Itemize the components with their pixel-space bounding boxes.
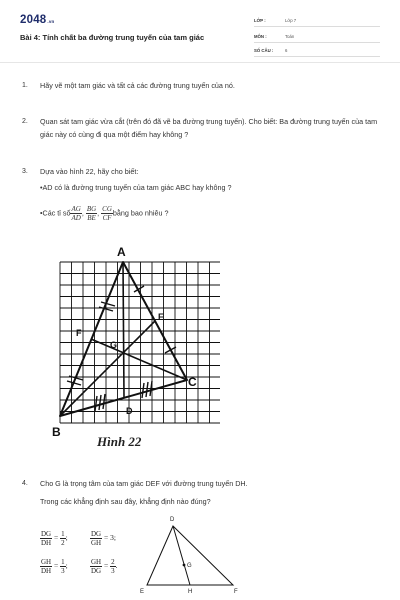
statement-1-right-den: 2 bbox=[61, 539, 65, 547]
question-3-sub2-post: bằng bao nhiêu ? bbox=[112, 208, 169, 218]
meta-count-value: 6 bbox=[285, 48, 288, 53]
label-b: B bbox=[52, 425, 61, 439]
meta-count-label: SỐ CÂU : bbox=[254, 48, 274, 53]
meta-class bbox=[254, 14, 380, 27]
meta-subject-label: MÔN : bbox=[254, 34, 267, 39]
label-e: E bbox=[158, 312, 165, 322]
meta-subject-value: Toán bbox=[285, 34, 295, 39]
def-label-h: H bbox=[188, 589, 193, 595]
statement-1-left bbox=[40, 530, 52, 547]
statement-3-tail: ; bbox=[65, 561, 68, 571]
statement-4-right-num: 2 bbox=[111, 558, 115, 566]
statement-4-tail: . bbox=[115, 561, 118, 571]
statement-1-eq: = bbox=[54, 533, 59, 543]
question-1-number: 1. bbox=[22, 82, 28, 89]
statement-2 bbox=[90, 530, 116, 547]
meta-class-label: LỚP : bbox=[254, 18, 266, 23]
ratio-2-num: BG bbox=[86, 205, 97, 213]
question-3-text: Dựa vào hình 22, hãy cho biết: bbox=[40, 167, 139, 176]
statement-1-right-num: 1 bbox=[61, 530, 65, 538]
statement-3-right-den: 3 bbox=[61, 567, 65, 575]
median-cf bbox=[91, 339, 187, 380]
label-f: F bbox=[76, 328, 82, 338]
ratio-ag-ad bbox=[70, 205, 81, 222]
statement-4-left bbox=[90, 558, 102, 575]
ratio-1-den: AD bbox=[71, 214, 81, 222]
statement-3-eq: = bbox=[54, 561, 59, 571]
statement-3 bbox=[40, 558, 68, 575]
question-1-text: Hãy vẽ một tam giác và tất cả các đường trung tuyến của nó. bbox=[40, 81, 235, 90]
tick-bd-2 bbox=[99, 395, 101, 410]
header-divider bbox=[0, 62, 400, 63]
question-4-number: 4. bbox=[22, 480, 28, 487]
ratio-1-num: AG bbox=[71, 205, 81, 213]
label-g: G bbox=[110, 340, 118, 350]
ratio-3-num: CG bbox=[102, 205, 112, 213]
def-label-e: E bbox=[140, 589, 145, 595]
question-4-sub1: Trong các khẳng định sau đây, khẳng định nào đúng? bbox=[40, 497, 211, 506]
statement-4-left-num: GH bbox=[91, 558, 102, 566]
question-4-text: Cho G là trọng tâm của tam giác DEF với đường trung tuyến DH. bbox=[40, 479, 248, 488]
grid bbox=[60, 262, 220, 423]
statement-2-left bbox=[90, 530, 102, 547]
question-2-number: 2. bbox=[22, 118, 28, 125]
question-3-ratios bbox=[40, 205, 168, 222]
figure-def bbox=[138, 512, 248, 600]
statement-1 bbox=[40, 530, 68, 547]
ratio-3-den: CF bbox=[102, 214, 112, 222]
ratio-cg-cf bbox=[101, 205, 113, 222]
label-a: A bbox=[117, 245, 126, 259]
lesson-title: Bài 4: Tính chất ba đường trung tuyến của tam giác bbox=[20, 33, 205, 42]
figure-22 bbox=[40, 240, 220, 450]
meta-subject bbox=[254, 30, 380, 43]
meta-count bbox=[254, 44, 380, 57]
question-2-text: Quan sát tam giác vừa cắt (trên đó đã vẽ ba đường trung tuyến). Cho biết: Ba đường trung tuyến của tam giác này có cùng đi qua một điểm hay không ? bbox=[40, 117, 378, 139]
statement-1-left-num: DG bbox=[41, 530, 52, 538]
statement-2-left-den: GH bbox=[91, 539, 102, 547]
centroid-g bbox=[183, 564, 186, 567]
tick-bd-3 bbox=[103, 394, 105, 409]
ratio-2-den: BE bbox=[87, 214, 96, 222]
meta-class-value: Lớp 7 bbox=[285, 18, 297, 23]
statement-4 bbox=[90, 558, 117, 575]
statement-3-right-num: 1 bbox=[61, 558, 65, 566]
ratio-2-sep: , bbox=[97, 208, 100, 218]
median-ad bbox=[123, 262, 124, 398]
triangle-def-outline bbox=[147, 526, 233, 585]
statement-4-left-den: DG bbox=[91, 567, 102, 575]
statement-3-left bbox=[40, 558, 52, 575]
label-c: C bbox=[188, 375, 197, 389]
figure-22-caption: Hình 22 bbox=[97, 434, 142, 449]
ratio-bg-be bbox=[86, 205, 100, 222]
statement-4-eq: = bbox=[104, 561, 109, 571]
statement-3-left-den: DH bbox=[41, 567, 52, 575]
tick-dc-2 bbox=[146, 382, 148, 397]
tick-bd-1 bbox=[95, 396, 97, 411]
tick-dc-1 bbox=[142, 383, 144, 398]
tick-af-1 bbox=[101, 302, 115, 306]
question-3-sub1: •AD có là đường trung tuyến của tam giác ABC hay không ? bbox=[40, 183, 232, 192]
def-label-f: F bbox=[234, 589, 238, 595]
site-logo[interactable] bbox=[20, 14, 55, 26]
statement-1-left-den: DH bbox=[41, 539, 52, 547]
statement-1-tail: ; bbox=[65, 533, 68, 543]
def-label-d: D bbox=[170, 517, 175, 523]
statement-2-eq: = 3; bbox=[104, 533, 116, 543]
statement-4-right-den: 3 bbox=[111, 567, 115, 575]
label-d: D bbox=[126, 406, 133, 416]
question-3-sub2-pre: •Các tỉ số bbox=[40, 208, 71, 218]
question-3-number: 3. bbox=[22, 168, 28, 175]
ratio-1-sep: , bbox=[81, 208, 84, 218]
logo-sub: .vn bbox=[47, 19, 55, 24]
logo-main: 2048 bbox=[20, 14, 47, 26]
statement-2-left-num: DG bbox=[91, 530, 102, 538]
def-label-g: G bbox=[187, 563, 192, 569]
statement-3-left-num: GH bbox=[41, 558, 52, 566]
